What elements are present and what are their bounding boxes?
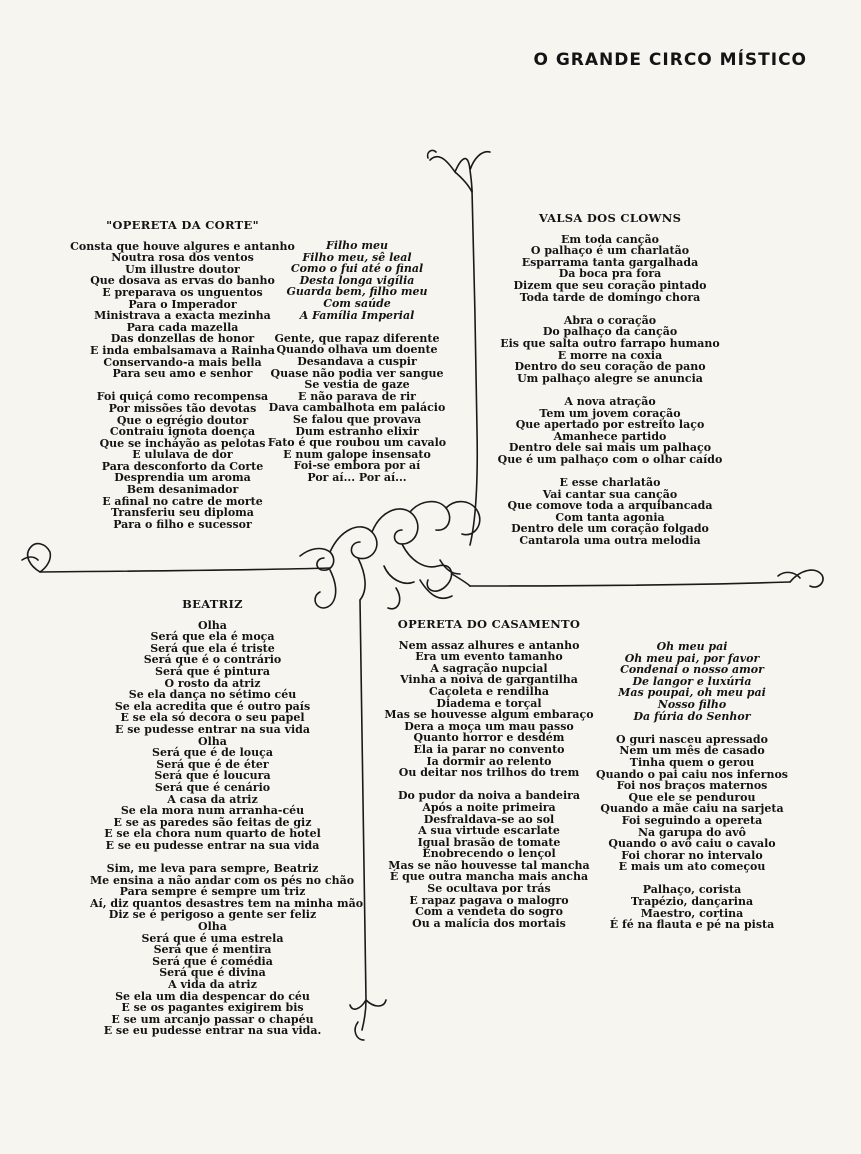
poem-line: Que é um palhaço com o olhar caído [497, 452, 723, 466]
poem-line: Que se incháyão as pelotas [99, 436, 266, 450]
poem-line: Olha [198, 618, 227, 632]
poem-opereta-do-casamento [384, 619, 594, 929]
poem-line: Guarda bem, filho meu [286, 285, 428, 299]
poem-line: Quando a mãe caiu na sarjeta [600, 802, 784, 816]
poem-line: Era um evento tamanho [415, 650, 563, 664]
poem-line: Desprendia um aroma [114, 471, 251, 485]
poem-line: Palhaço, corista [642, 883, 742, 897]
poem-line: E se pudesse entrar na sua vida [115, 722, 310, 736]
poem-line: Vai cantar sua canção [542, 487, 678, 501]
poem-line: Cantarola uma outra melodia [519, 534, 701, 548]
poem-line: O rosto da atriz [164, 676, 261, 690]
poem-line: Foi chorar no intervalo [621, 848, 763, 862]
poem-line: Quando o avô caiu o cavalo [608, 837, 776, 851]
poem-line: Se ela um dia despencar do céu [115, 989, 310, 1003]
poem-line: Será que é o contrário [143, 653, 282, 667]
poem-line: Gente, que rapaz diferente [274, 331, 440, 345]
poem-line: A sagração nupcial [430, 661, 548, 675]
poem-line: Oh meu pai, por favor [624, 651, 760, 665]
poem-line: Será que é loucura [154, 769, 271, 783]
poem-line: Dizem que seu coração pintado [513, 278, 707, 292]
poem-line: Mas se houvesse algum embaraço [384, 708, 594, 722]
poem-line: A casa da atriz [167, 792, 258, 806]
poem-line: Oh meu pai [656, 640, 728, 653]
poem-line: Me ensina a não andar com os pés no chão [90, 873, 355, 887]
poem-line: Com saúde [323, 296, 391, 310]
poem-line: Foi seguindo a opereta [621, 813, 763, 827]
poem-line: Condenai o nosso amor [620, 663, 764, 677]
poem-line: E preparava os unguentos [102, 285, 263, 299]
poem-line: Quase não podia ver sangue [270, 366, 444, 380]
poem-line: Para desconforto da Corte [101, 459, 264, 473]
poem-lines [592, 734, 792, 931]
poem-line: Foi quiçá como recompensa [96, 390, 269, 404]
poem-line: Desta longa vigília [299, 273, 415, 287]
poem-line: Vinha a noiva de gargantilha [400, 673, 578, 687]
poem-line: E se ela só decora o seu papel [120, 711, 305, 725]
poem-line: Desandava a cuspir [297, 354, 417, 368]
poem-heading: BEATRIZ [182, 597, 243, 611]
poem-line: A vida da atriz [168, 978, 257, 991]
poem-line: Por aí... Por aí... [307, 470, 407, 484]
poem-line: Mas poupai, oh meu pai [618, 686, 766, 700]
poem-line: Fato é que roubou um cavalo [267, 436, 447, 450]
poem-line: Esparrama tanta gargalhada [521, 255, 699, 269]
poem-line: E não parava de rir [298, 389, 416, 403]
poem-line: Se vestia de gaze [304, 378, 410, 392]
poem-line: Filho meu [326, 239, 388, 252]
poem-line: A nova atração [564, 394, 656, 408]
poem-line: Diadema e torçal [436, 696, 542, 710]
poem-line: Contraiu ignota doença [109, 425, 256, 439]
poem-line: Que o egrégio doutor [116, 413, 249, 427]
poem-valsa-dos-clowns [490, 213, 730, 547]
poem-line: E num galope insensato [283, 447, 431, 461]
poem-line: Sim, me leva para sempre, Beatriz [106, 862, 319, 876]
poem-line: Foi-se embora por aí [293, 459, 421, 473]
poem-line: Para o filho e sucessor [113, 517, 252, 531]
poem-line: Na garupa do avô [638, 825, 746, 839]
poem-line: Com tanta agonia [555, 510, 665, 524]
poem-line: Tem um jovem coração [539, 406, 681, 420]
poem-line: E morre na coxia [557, 348, 663, 362]
poem-line: Nem assaz alhures e antanho [398, 638, 580, 652]
poem-italic-stanza [592, 641, 792, 722]
poem-line: Trapézio, dançarina [630, 895, 754, 909]
poem-line: Amanhece partido [553, 429, 667, 443]
poem-line: Filho meu, sê leal [302, 250, 412, 264]
stanza-break [490, 303, 730, 315]
poem-line: E se eu pudesse entrar na sua vida. [103, 1024, 322, 1038]
poem-line: Por missões tão devotas [108, 401, 257, 415]
poem-line: E ululava de dor [132, 448, 233, 462]
poem-line: Um palhaço alegre se anuncia [517, 371, 703, 385]
poem-line: Dava cambalhota em palácio [268, 401, 446, 415]
poem-line: Do pudor da noiva a bandeira [397, 789, 581, 803]
poem-line: Dera a moça um mau passo [404, 719, 574, 733]
poem-line: E mais um ato começou [618, 860, 766, 874]
poem-line: Será que é comédia [152, 954, 273, 968]
poem-line: Que ele se pendurou [628, 790, 756, 804]
poem-line: O palhaço é um charlatão [530, 244, 690, 258]
poem-line: Toda tarde de domingo chora [519, 290, 701, 304]
poem-line: Tinha quem o gerou [629, 755, 755, 769]
poem-heading: OPERETA DO CASAMENTO [397, 617, 581, 631]
poem-line: Caçoleta e rendilha [429, 684, 549, 698]
poem-line: Quando o pai caiu nos infernos [596, 767, 788, 781]
poem-line: Ou a malícia dos mortais [412, 916, 566, 930]
poem-line: Olha [198, 920, 227, 934]
poem-line: Diz se é perigoso a gente ser feliz [108, 908, 317, 922]
poem-oh-meu-pai [592, 641, 792, 931]
poem-line: Se ela mora num arranha-céu [120, 804, 305, 818]
poem-line: Mas se não houvesse tal mancha [388, 858, 590, 872]
poem-line: Que comove toda a arquibancada [507, 499, 713, 513]
poem-line: Dentro do seu coração de pano [514, 360, 706, 374]
poem-line: Para cada mazella [126, 320, 239, 334]
poem-line: Conservando-a mais bella [103, 355, 262, 369]
poem-line: Será que é de éter [156, 757, 269, 771]
poem-line: E se eu pudesse entrar na sua vida [105, 838, 320, 852]
poem-line: O guri nasceu apressado [616, 732, 768, 746]
poem-line: Será que é de louça [152, 746, 273, 760]
poem-line: Bem desanimador [126, 483, 239, 497]
poem-line: Ela ia parar no convento [413, 742, 565, 756]
poem-line: De langor e luxúria [632, 674, 752, 688]
poem-line: A sua virtude escarlate [418, 824, 560, 838]
poem-line: Que apertado por estreito laço [515, 418, 705, 432]
poem-line: E afinal no catre de morte [102, 494, 263, 508]
poem-line: Será que é uma estrela [141, 931, 284, 945]
poem-line: Da fúria do Senhor [633, 709, 751, 723]
poem-line: Das donzellas de honor [110, 332, 255, 346]
poem-line: Será que ela é moça [150, 630, 275, 644]
poem-line: Transferiu seu diploma [111, 506, 254, 520]
poem-line: Será que é divina [159, 966, 266, 980]
poem-line: É que outra mancha mais ancha [389, 870, 589, 884]
poem-line: Para seu amo e senhor [112, 367, 253, 381]
poem-line: Como o fui até o final [290, 262, 424, 276]
poem-line: É fé na flauta e pé na pista [609, 918, 775, 932]
poem-line: Enobrecendo o lençol [422, 847, 556, 861]
poem-line: Que dosava as ervas do banho [90, 274, 275, 288]
poem-line: Eis que salta outro farrapo humano [500, 336, 720, 350]
poem-line: E rapaz pagava o malogro [409, 893, 569, 907]
poem-line: Quando olhava um doente [276, 343, 438, 357]
poem-line: Será que ela é triste [150, 641, 275, 655]
poem-line: Maestro, cortina [640, 906, 744, 920]
poem-line: Em toda canção [561, 232, 659, 246]
poem-heading: VALSA DOS CLOWNS [538, 211, 682, 225]
poem-italic-stanza [262, 240, 452, 321]
poem-line: Ou deitar nos trilhos do trem [398, 766, 580, 780]
poem-line: E se os pagantes exigirem bis [121, 1001, 304, 1015]
poem-line: Com a vendeta do sogro [415, 905, 563, 919]
poem-line: Da boca pra fora [558, 267, 662, 281]
poem-line: Quanto horror e desdém [413, 731, 565, 745]
poem-line: Após a noite primeira [422, 800, 556, 814]
poem-line: E esse charlatão [559, 476, 661, 490]
poem-line: Para sempre é sempre um triz [119, 885, 306, 899]
poem-line: Olha [198, 734, 227, 748]
poem-line: Se ocultava por trás [427, 882, 551, 896]
poem-line: Foi nos braços maternos [616, 779, 768, 793]
poem-line: E se ela chora num quarto de hotel [104, 827, 321, 841]
poem-lines [384, 640, 594, 930]
poem-line: Noutra rosa dos ventos [111, 251, 254, 265]
poem-lines [262, 333, 452, 484]
poem-line: A Família Imperial [299, 308, 415, 322]
poem-line: Igual brasão de tomate [417, 835, 561, 849]
poem-filho-meu [262, 240, 452, 483]
poem-heading: "OPERETA DA CORTE" [106, 218, 259, 232]
poem-lines [490, 234, 730, 547]
poem-line: Dum estranho elixir [295, 424, 419, 438]
poem-line: E se as paredes são feitas de giz [113, 815, 312, 829]
poem-line: Nosso filho [657, 697, 727, 711]
poem-line: Consta que houve algures e antanho [70, 239, 295, 253]
poem-line: E se um arcanjo passar o chapéu [111, 1012, 314, 1026]
poem-line: Dentro dele um coração folgado [511, 522, 709, 536]
poem-line: Um illustre doutor [125, 262, 240, 276]
poem-line: Se ela dança no sétimo céu [128, 688, 297, 702]
poem-line: Para o Imperador [128, 297, 237, 311]
poem-line: Será que é cenário [154, 780, 271, 794]
poem-line: Ministrava a exacta mezinha [94, 309, 271, 323]
poem-line: Aí, diz quantos desastres tem na minha mão [90, 896, 364, 910]
poem-lines [90, 618, 364, 1038]
poem-line: Desfraldava-se ao sol [423, 812, 555, 826]
poem-line: Será que é mentira [153, 943, 272, 957]
poem-line: Do palhaço da canção [542, 325, 678, 339]
poem-line: Será que é pintura [155, 664, 270, 678]
page-title: O GRANDE CIRCO MÍSTICO [533, 50, 807, 70]
poem-beatriz [90, 597, 364, 1038]
poem-line: Ia dormir ao relento [426, 754, 552, 768]
poem-line: E inda embalsamava a Rainha [90, 343, 275, 357]
poem-line: Abra o coração [563, 313, 657, 327]
poem-line: Se falou que provava [292, 412, 422, 426]
poem-line: Nem um mês de casado [619, 744, 765, 758]
poem-line: Dentro dele sai mais um palhaço [508, 441, 712, 455]
poem-line: Se ela acredita que é outro país [114, 699, 311, 713]
